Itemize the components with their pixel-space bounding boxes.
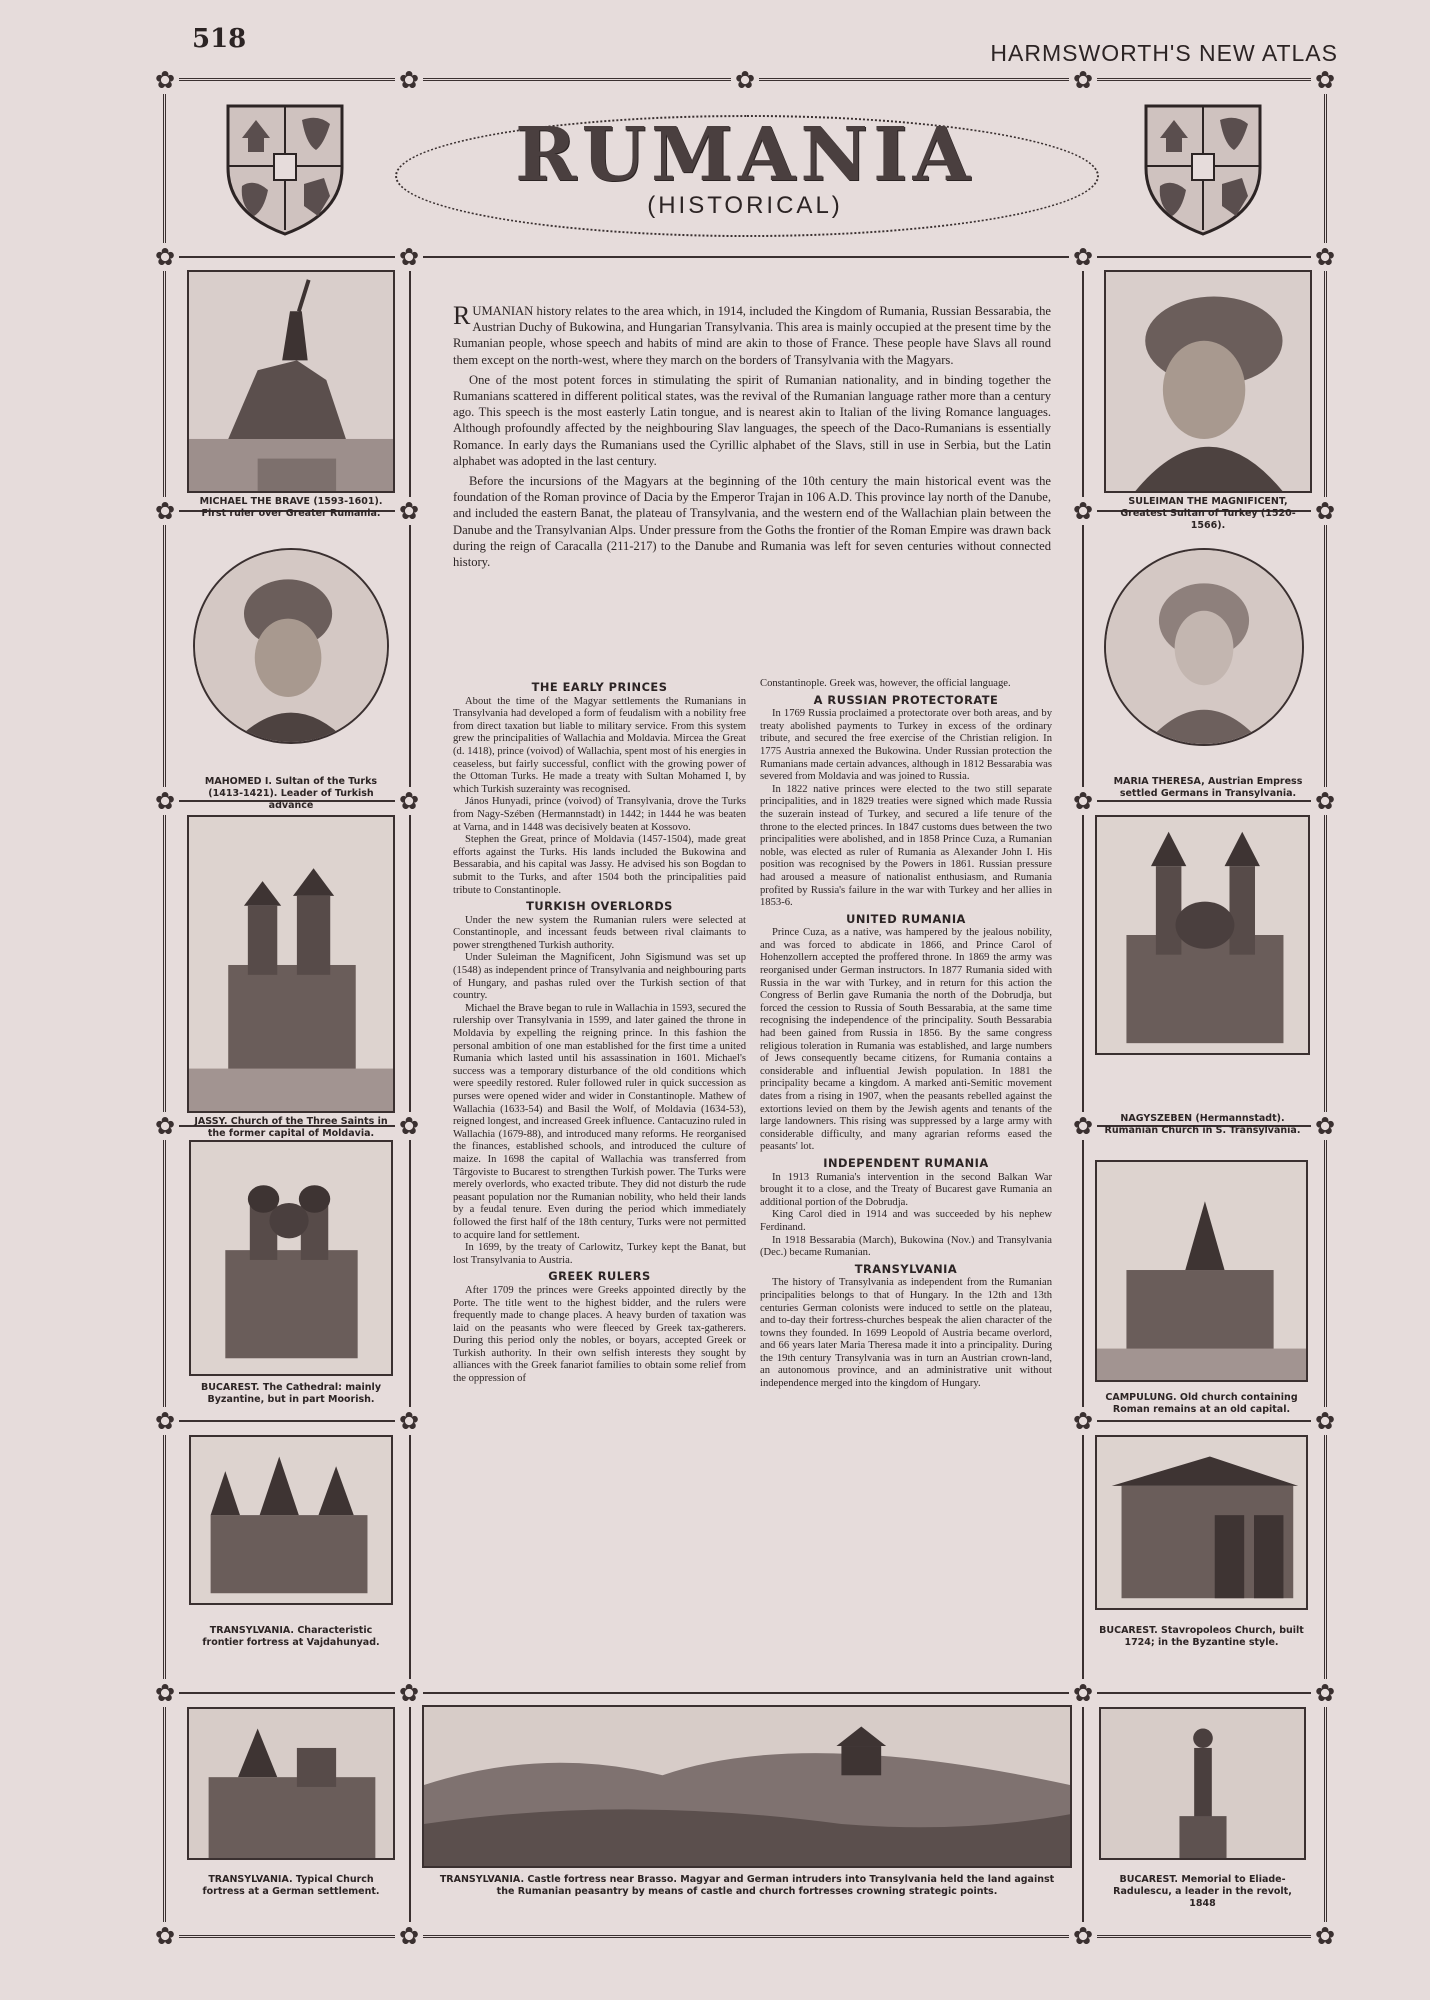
section-heading: THE EARLY PRINCES: [531, 680, 668, 694]
rosette-ornament-icon: ✿: [1311, 1922, 1339, 1950]
paragraph: In 1769 Russia proclaimed a protectorate over both areas, and by treaty abolished payments to Turkey in excess of the ordinary tribute, and secured the free exercise of the Christian religion. In 1775 Austria annexed the Bukowina. Under Russian protection the Rumanians made certain advances, although in 1812 Bessarabia was severed from Moldavia and was joined to Russia.: [760, 708, 1052, 783]
page-number: 518: [192, 24, 247, 54]
paragraph: Stephen the Great, prince of Moldavia (1457-1504), made great efforts against the Turks. His lands included the Bukowina and Bessarabia, and his capital was Jassy. He advised his son Bogdan to submit to the Turks, and after 1504 both the principalities paid tribute to Constantinople.: [453, 834, 746, 896]
rosette-ornament-icon: ✿: [1069, 1112, 1097, 1140]
rosette-ornament-icon: ✿: [731, 66, 759, 94]
frame-rule: [1084, 1420, 1327, 1422]
drop-cap: R: [453, 301, 471, 330]
rosette-ornament-icon: ✿: [395, 497, 423, 525]
paragraph: King Carol died in 1914 and was succeeded by his nephew Ferdinand.: [760, 1209, 1052, 1233]
photo-caption: NAGYSZEBEN (Hermannstadt). Rumanian Church in S. Transylvania.: [1104, 1113, 1301, 1136]
photo-michael-the-brave-statue: [187, 270, 395, 493]
paragraph: In 1913 Rumania's intervention in the second Balkan War brought it to a close, and the Treaty of Bucarest gave Rumania an additional portion of the Dobrudja.: [760, 1171, 1052, 1208]
paragraph: Under the new system the Rumanian rulers were selected at Constantinople, and incessant feuds between rival claimants to power strengthened Turkish authority.: [453, 914, 746, 951]
paragraph: After 1709 the princes were Greeks appointed directly by the Porte. The title went to the highest bidder, and the rulers were frequently made to change places. A heavy burden of taxation was laid on the peasants who were fleeced by Greek tax-gatherers. During this period only the nobles, or boyars, accepted Greek or Turkish authority. In their own selfish interests they sought by alliances with the Greek fanariot families to obtain some relief from the oppression of: [453, 1284, 746, 1385]
rosette-ornament-icon: ✿: [395, 243, 423, 271]
photo-stavropoleos-church: [1095, 1435, 1308, 1610]
photo-caption: BUCAREST. Memorial to Eliade-Radulescu, a leader in the revolt, 1848: [1113, 1874, 1292, 1909]
photo-caption: TRANSYLVANIA. Castle fortress near Brasso. Magyar and German intruders into Transylvania held the land against the Rumanian peasantry by means of castle and church fortresses crowning strategic points.: [439, 1874, 1055, 1897]
photo-vajdahunyad-fortress: [189, 1435, 393, 1605]
paragraph: János Hunyadi, prince (voivod) of Transylvania, drove the Turks from Nagy-Szében (Hermannstadt) in 1442; in 1444 he was beaten at Varna, and in 1448 was decisively beaten at Kossovo.: [453, 796, 746, 833]
photo-caption: JASSY. Church of the Three Saints in the former capital of Moldavia.: [194, 1116, 388, 1139]
rosette-ornament-icon: ✿: [1311, 1407, 1339, 1435]
rosette-ornament-icon: ✿: [1311, 243, 1339, 271]
paragraph: Under Suleiman the Magnificent, John Sigismund was set up (1548) as independent prince of Transylvania and neighbouring parts of Hungary, and pashas ruled over the Turkish section of that country.: [453, 952, 746, 1002]
rosette-ornament-icon: ✿: [1311, 66, 1339, 94]
frame-rule: [163, 1692, 1327, 1694]
rosette-ornament-icon: ✿: [1069, 497, 1097, 525]
intro-text: [453, 303, 1051, 574]
photo-caption: MAHOMED I. Sultan of the Turks (1413-1421). Leader of Turkish advance: [204, 776, 378, 811]
photo-caption: TRANSYLVANIA. Characteristic frontier fortress at Vajdahunyad.: [202, 1625, 380, 1648]
rosette-ornament-icon: ✿: [395, 1112, 423, 1140]
rosette-ornament-icon: ✿: [151, 1922, 179, 1950]
section-heading: A RUSSIAN PROTECTORATE: [813, 692, 999, 707]
rosette-ornament-icon: ✿: [1069, 1922, 1097, 1950]
rosette-ornament-icon: ✿: [151, 497, 179, 525]
rosette-ornament-icon: ✿: [1069, 1407, 1097, 1435]
rosette-ornament-icon: ✿: [151, 1112, 179, 1140]
frame-rule: [163, 1420, 409, 1422]
photo-caption: BUCAREST. Stavropoleos Church, built 1724; in the Byzantine style.: [1099, 1625, 1304, 1648]
paragraph: In 1822 native princes were elected to the two still separate principalities, and in 1829 treaties were signed which made Russia the suzerain instead of Turkey, and secured a life tenure of the throne to the elected princes. In 1847 customs dues between the two principalities were abolished, and in 1858 Prince Cuza, a Rumanian noble, was elected as ruler of Rumania as Alexander John I. His position was recognised by the Powers in 1861. Russian pressure had aroused a measure of nationalist enthusiasm, and Rumania profited by Russia's failure in the war with Turkey and her allies in 1853-6.: [760, 783, 1052, 909]
page-subtitle: (HISTORICAL): [647, 192, 843, 219]
photo-caption: BUCAREST. The Cathedral: mainly Byzantine, but in part Moorish.: [200, 1382, 382, 1405]
text-column-left: [453, 678, 746, 1386]
rosette-ornament-icon: ✿: [1069, 1679, 1097, 1707]
photo-church-fortress: [187, 1707, 395, 1860]
rosette-ornament-icon: ✿: [395, 1679, 423, 1707]
rosette-ornament-icon: ✿: [395, 1922, 423, 1950]
portrait-mahomed: [193, 548, 389, 744]
rosette-ornament-icon: ✿: [1069, 787, 1097, 815]
paragraph: Constantinople. Greek was, however, the official language.: [760, 678, 1011, 689]
rosette-ornament-icon: ✿: [151, 787, 179, 815]
rosette-ornament-icon: ✿: [1311, 1679, 1339, 1707]
text-column-right: [760, 678, 1052, 1391]
rosette-ornament-icon: ✿: [1069, 243, 1097, 271]
rosette-ornament-icon: ✿: [1069, 66, 1097, 94]
rosette-ornament-icon: ✿: [395, 1407, 423, 1435]
section-heading: INDEPENDENT RUMANIA: [823, 1155, 989, 1170]
photo-caption: MARIA THERESA, Austrian Empress settled Germans in Transylvania.: [1113, 776, 1303, 799]
photo-nagyszeben-church: [1095, 815, 1310, 1055]
rosette-ornament-icon: ✿: [1311, 1112, 1339, 1140]
photo-caption: TRANSYLVANIA. Typical Church fortress at a German settlement.: [202, 1874, 380, 1897]
rosette-ornament-icon: ✿: [151, 1679, 179, 1707]
photo-jassy-church: [187, 815, 395, 1113]
paragraph: In 1699, by the treaty of Carlowitz, Turkey kept the Banat, but lost Transylvania to Austria.: [453, 1242, 746, 1266]
rosette-ornament-icon: ✿: [395, 787, 423, 815]
section-heading: UNITED RUMANIA: [846, 911, 966, 926]
section-heading: GREEK RULERS: [548, 1269, 651, 1284]
portrait-maria-theresa: [1104, 548, 1304, 746]
photo-brasso-castle: [422, 1705, 1072, 1868]
intro-paragraph: UMANIAN history relates to the area which, in 1914, included the Kingdom of Rumania, Russian Bessarabia, the Austrian Duchy of Bukowina, and Hungarian Transylvania. This area is mainly occupied at the present time by the Rumanian people, whose speech and habits of mind are akin to those of France. These people have Slavs all round them except on the north-west, where they march on the borders of Transylvania with the Magyars.: [453, 304, 1051, 367]
paragraph: About the time of the Magyar settlements the Rumanians in Transylvania had developed a form of feudalism with a nobility free from direct taxation but liable to military service. From this system grew the principalities of Wallachia and Moldavia. Mircea the Great (d. 1418), prince (voivod) of Wallachia, spent most of his energies in ceaseless, but fairly successful, conflict with the growing power of the Ottoman Turks. He made a treaty with Sultan Mohamed I, by which Turkish suzerainty was recognised.: [453, 695, 746, 795]
paragraph: The history of Transylvania as independent from the Rumanian principalities belongs to that of Hungary. In the 12th and 13th centuries German colonists were induced to settle on the plateau, and to-day their fortress-churches bespeak the alien character of the towns they founded. In 1699 Leopold of Austria became overlord, and 66 years later Maria Theresa made it into a principality. During the 19th century Transylvania was in turn an Austrian crown-land, an autonomous province, and an administrative unit without independence merged into the kingdom of Hungary.: [760, 1277, 1052, 1390]
rosette-ornament-icon: ✿: [151, 66, 179, 94]
section-heading: TURKISH OVERLORDS: [526, 899, 673, 914]
photo-campulung-church: [1095, 1160, 1308, 1382]
coat-of-arms-icon: [1138, 98, 1268, 238]
frame-rule: [1084, 800, 1327, 802]
rosette-ornament-icon: ✿: [1311, 787, 1339, 815]
rosette-ornament-icon: ✿: [151, 1407, 179, 1435]
intro-paragraph: Before the incursions of the Magyars at the beginning of the 10th century the main historical event was the foundation of the Roman province of Dacia by the Emperor Trajan in 106 A.D. This province lay north of the Danube, and included the eastern Banat, the plateau of Transylvania, and the western end of the Wallachian plain between the Danube and the Transylvanian Alps. Under pressure from the Goths the frontier of the Roman Empire was drawn back during the reign of Caracalla (211-217) to the Danube and Rumania was left for seven centuries without connected history.: [453, 474, 1051, 570]
rosette-ornament-icon: ✿: [395, 66, 423, 94]
photo-caption: SULEIMAN THE MAGNIFICENT, Greatest Sultan of Turkey (1520-1566).: [1120, 496, 1296, 531]
photo-caption: CAMPULUNG. Old church containing Roman remains at an old capital.: [1105, 1392, 1298, 1415]
photo-caption: MICHAEL THE BRAVE (1593-1601). First ruler over Greater Rumania.: [199, 496, 383, 519]
intro-paragraph: One of the most potent forces in stimulating the spirit of Rumanian nationality, and in binding together the Rumanians scattered in different political states, was the revival of the Rumanian language rather more than a century ago. This speech is the most easterly Latin tongue, and is nearest akin to Italian of the living Romance languages. Although profoundly affected by the neighbouring Slav languages, the speech of the Daco-Rumanians is essentially Romance. In early days the Rumanians used the Cyrillic alphabet of the Slavs, still in use in Serbia, but the Latin alphabet was adopted in the last century.: [453, 372, 1051, 468]
rosette-ornament-icon: ✿: [151, 243, 179, 271]
paragraph: In 1918 Bessarabia (March), Bukowina (Nov.) and Transylvania (Dec.) became Rumanian.: [760, 1234, 1052, 1259]
portrait-suleiman: [1104, 270, 1312, 493]
section-heading: TRANSYLVANIA: [854, 1261, 958, 1276]
paragraph: Michael the Brave began to rule in Wallachia in 1593, secured the rulership over Transylvania in 1599, and later gained the throne in Moldavia by expelling the reigning prince. In this fashion the personal ambition of one man established for the first time a united Rumania which lasted until his assassination in 1601. Michael's success was a temporary disturbance of the old conditions which were speedily restored. Ruler followed ruler in quick succession as purses were opened wider and wider in Constantinople. Mathew of Wallachia (1633-54) and Basil the Wolf, of Moldavia (1634-53), reigned longest, and increased Greek influence. Cantacuzino ruled in Wallachia (1679-88), and introduced many reforms. He reorganised the finances, established schools, and introduced the culture of maize. In 1698 the capital of Wallachia was transferred from Târgoviste to Bucarest to strengthen Turkish power. The Turks were merely overlords, who exacted tribute. They did not disturb the rude peasant population nor the Rumanian nobility, who held their lands by a feudal tenure. Even during the period which immediately followed the first half of the 18th century, Turks were not permitted to acquire land for settlement.: [453, 1002, 746, 1241]
rosette-ornament-icon: ✿: [1311, 497, 1339, 525]
photo-bucarest-cathedral: [189, 1140, 393, 1376]
coat-of-arms-icon: [220, 98, 350, 238]
photo-eliade-memorial: [1099, 1707, 1306, 1860]
paragraph: Prince Cuza, as a native, was hampered by the jealous nobility, and was forced to abdicate in 1866, and Prince Carol of Hohenzollern accepted the proffered throne. In 1869 the army was reorganised under German instructors. In 1877 Rumania sided with Russia in the war with Turkey, and in return for this action the Congress of Berlin gave Rumania the north of the Dobrudja, but forced the cession to Russia of South Bessarabia, at the same time recognising the independence of the principality. South Bessarabia had been gained from Russia in 1856. By the same congress religious toleration in Rumania was established, and large numbers of Jews consequently became citizens, for Rumania contains a considerable and influential Jewish population. In 1881 the principality became a kingdom. A marked anti-Semitic movement dates from a rising in 1907, when the peasants rebelled against the extortions levied on them by the Jewish agents and tenants of the large landowners. This rising was suppressed by a large army with considerable difficulty, and many agrarian reforms eased the peasants' lot.: [760, 927, 1052, 1153]
page-title: RUMANIA: [514, 112, 976, 198]
frame-rule: [163, 256, 1327, 258]
running-head: HARMSWORTH'S NEW ATLAS: [990, 40, 1338, 66]
